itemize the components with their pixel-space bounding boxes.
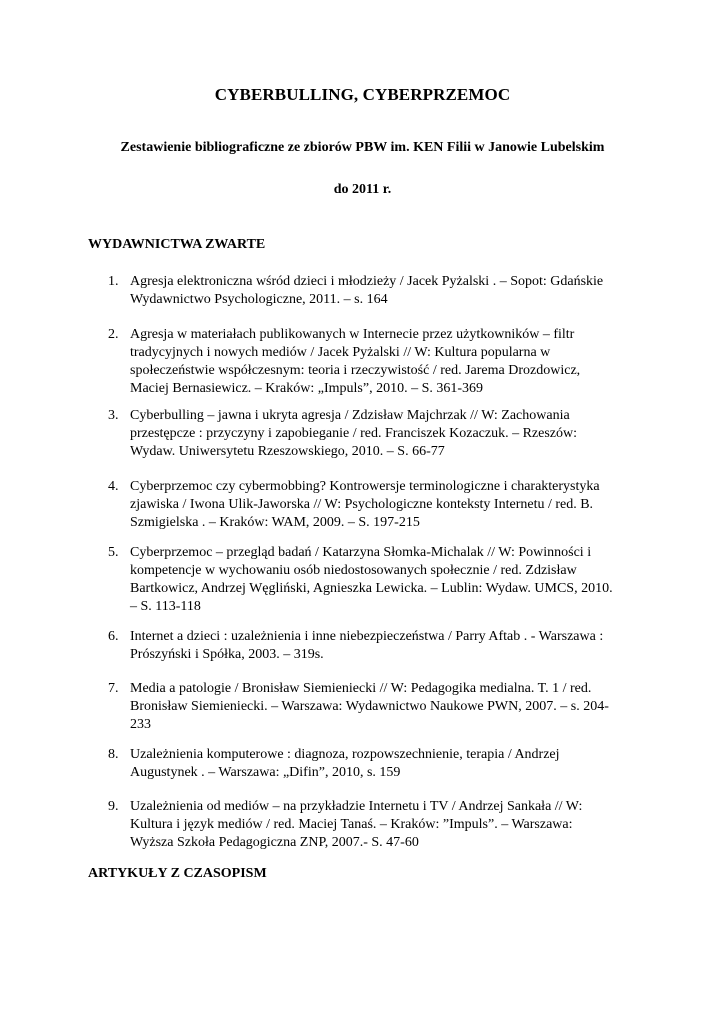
entry-number: 2. (108, 327, 119, 342)
entry-citation: Internet a dzieci : uzależnienia i inne niebezpieczeństwa / Parry Aftab . - Warszawa : Prószyński i Spółka, 2003. – 319s. (130, 629, 604, 662)
bibliography-entry (108, 544, 648, 616)
entry-citation: Uzależnienia od mediów – na przykładzie Internetu i TV / Andrzej Sankała // W: Kultura i język mediów / red. Maciej Tanaś. – Kraków: ”Impuls”. – Warszawa: Wyższa Szkoła Pedagogiczna ZNP, 2007.- S. 47-60 (130, 799, 583, 850)
entry-number: 4. (108, 479, 119, 494)
entry-number: 6. (108, 629, 119, 644)
bibliography-entry (108, 628, 648, 664)
entry-number: 9. (108, 799, 119, 814)
entry-citation: Media a patologie / Bronisław Siemieniecki // W: Pedagogika medialna. T. 1 / red. Bronisław Siemieniecki. – Warszawa: Wydawnictwo Naukowe PWN, 2007. – s. 204- 233 (130, 681, 609, 732)
date-range: do 2011 r. (333, 182, 392, 197)
bibliography-entry (108, 798, 648, 852)
entry-number: 1. (108, 274, 119, 289)
entry-number: 3. (108, 408, 119, 423)
bibliography-entry (108, 680, 648, 734)
bibliography-entry (108, 326, 648, 398)
entry-citation: Cyberbulling – jawna i ukryta agresja / Zdzisław Majchrzak // W: Zachowania przestępcze : przyczyny i zapobieganie / red. Franciszek Kozaczuk. – Rzeszów: Wydaw. Uniwersytetu Rzeszowskiego, 2010. – S. 66-77 (130, 408, 578, 459)
entry-citation: Uzależnienia komputerowe : diagnoza, rozpowszechnienie, terapia / Andrzej Augustynek . – Warszawa: „Difin”, 2010, s. 159 (130, 747, 560, 780)
entry-number: 5. (108, 545, 119, 560)
bibliography-entry (108, 407, 648, 461)
document-title: CYBERBULLING, CYBERPRZEMOC (214, 85, 511, 104)
entry-number: 7. (108, 681, 119, 696)
section-heading-journal-articles: ARTYKUŁY Z CZASOPISM (88, 866, 267, 881)
entry-citation: Cyberprzemoc czy cybermobbing? Kontrowersje terminologiczne i charakterystyka zjawiska / Iwona Ulik-Jaworska // W: Psychologiczne konteksty Internetu / red. B. Szmigielska . – Kraków: WAM, 2009. – S. 197-215 (130, 479, 600, 530)
bibliography-entry (108, 273, 648, 309)
entry-citation: Agresja w materiałach publikowanych w Internecie przez użytkowników – filtr tradycyjnych i nowych mediów / Jacek Pyżalski // W: Kultura popularna w społeczeństwie współczesnym: teoria i rzeczywistość / red. Jarema Drozdowicz, Maciej Bernasiewicz. – Kraków: „Impuls”, 2010. – S. 361-369 (130, 327, 581, 396)
entry-citation: Cyberprzemoc – przegląd badań / Katarzyna Słomka-Michalak // W: Powinności i kompetencje w wychowaniu osób niedostosowanych społecznie / red. Zdzisław Bartkowicz, Andrzej Węgliński, Agnieszka Lewicka. – Lublin: Wydaw. UMCS, 2010. – S. 113-118 (130, 545, 613, 614)
bibliography-entry (108, 746, 648, 782)
document-subtitle: Zestawienie bibliograficzne ze zbiorów PBW im. KEN Filii w Janowie Lubelskim (120, 140, 605, 155)
bibliography-entry (108, 478, 648, 532)
entry-number: 8. (108, 747, 119, 762)
section-heading-monographs: WYDAWNICTWA ZWARTE (88, 237, 266, 252)
entry-citation: Agresja elektroniczna wśród dzieci i młodzieży / Jacek Pyżalski . – Sopot: Gdańskie Wydawnictwo Psychologiczne, 2011. – s. 164 (130, 274, 604, 307)
